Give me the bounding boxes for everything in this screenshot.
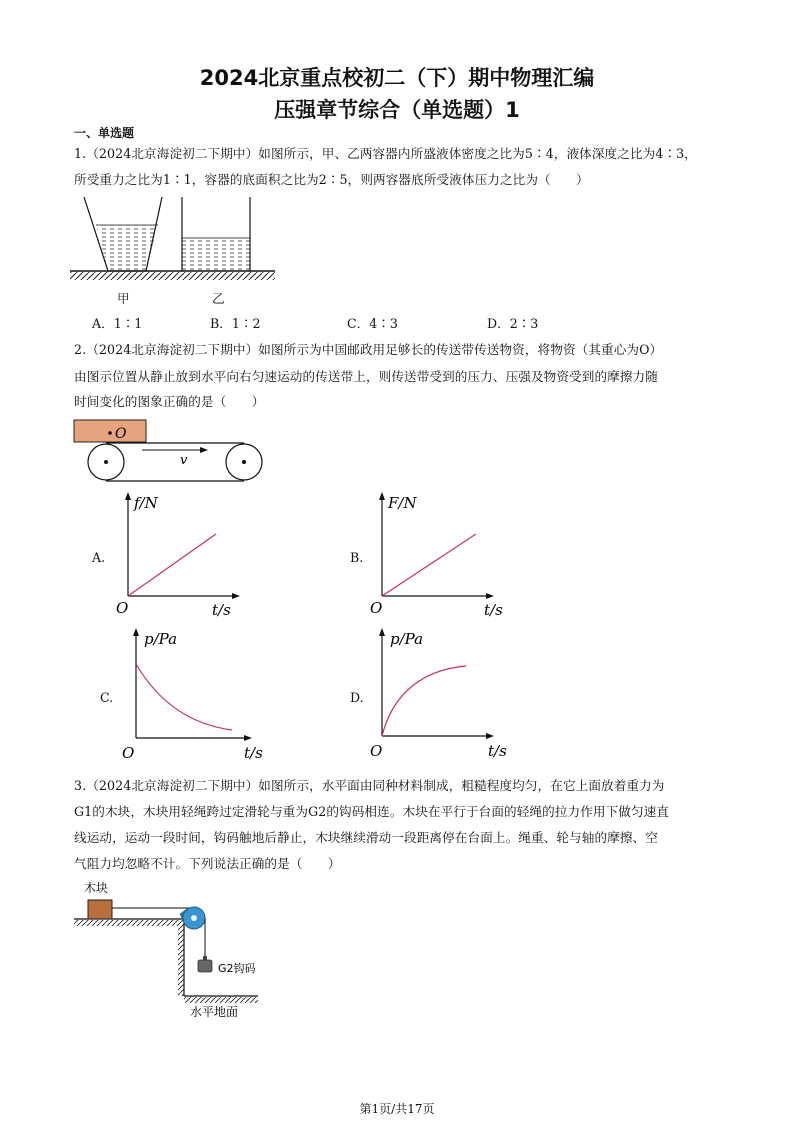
q1-option-b: B．1∶2 — [210, 316, 261, 331]
graph-a-curve — [128, 534, 216, 596]
q2-option-b: B. — [350, 550, 364, 565]
q2-option-a: A. — [92, 550, 106, 565]
q2-text-line3: 时间变化的图象正确的是（ ） — [74, 394, 265, 409]
q1-label-jia: 甲 — [117, 291, 130, 306]
graph-b-origin: O — [370, 599, 383, 617]
q2-velocity-label: v — [180, 453, 188, 468]
q1-text-line2: 所受重力之比为1∶1，容器的底面积之比为2∶5，则两容器底所受液体压力之比为（ ） — [74, 172, 589, 187]
q1-text-line1: 1.（2024北京海淀初二下期中）如图所示，甲、乙两容器内所盛液体密度之比为5∶4，液体深度之比为4∶3， — [74, 146, 697, 161]
graph-a-ylabel: f/N — [134, 494, 158, 512]
page-footer: 第1页/共17页 — [359, 1102, 435, 1116]
graph-c-xlabel: t/s — [244, 744, 263, 762]
graph-a-xlabel: t/s — [212, 601, 231, 619]
page-subtitle: 压强章节综合（单选题）1 — [274, 98, 520, 122]
graph-d-curve — [382, 666, 466, 736]
graph-d-origin: O — [370, 742, 383, 760]
q2-center-label: O — [115, 426, 127, 442]
q2-conveyor-figure — [70, 418, 270, 488]
q1-container-figure — [70, 195, 280, 285]
q2-graph-a — [112, 492, 252, 620]
q3-weight-label: G2钩码 — [218, 962, 256, 975]
q3-block-label: 木块 — [84, 881, 109, 895]
q2-text-line2: 由图示位置从静止放到水平向右匀速运动的传送带上，则传送带受到的压力、压强及物资受到的摩擦力随 — [74, 369, 658, 384]
graph-b-xlabel: t/s — [484, 601, 503, 619]
q2-option-c: C. — [100, 690, 114, 705]
q2-option-d: D. — [350, 690, 364, 705]
q3-ground-label: 水平地面 — [190, 1005, 239, 1018]
q2-graph-b — [364, 492, 514, 620]
graph-b-ylabel: F/N — [388, 494, 417, 512]
q1-option-c: C．4∶3 — [347, 316, 398, 331]
graph-c-curve — [136, 664, 232, 730]
graph-b-curve — [382, 534, 476, 596]
graph-c-ylabel: p/Pa — [144, 630, 178, 648]
q2-graph-d — [364, 626, 524, 764]
q1-option-a: A．1∶1 — [92, 316, 143, 331]
q1-label-yi: 乙 — [212, 291, 225, 306]
q1-option-d: D．2∶3 — [487, 316, 539, 331]
q2-text-line1: 2.（2024北京海淀初二下期中）如图所示为中国邮政用足够长的传送带传送物资，将物资（其重心为O） — [74, 342, 663, 357]
section-title: 一、单选题 — [74, 126, 135, 140]
q3-text-line4: 气阻力均忽略不计。下列说法正确的是（ ） — [74, 856, 341, 871]
q3-pulley-figure — [70, 878, 290, 1018]
graph-d-ylabel: p/Pa — [390, 630, 424, 648]
q3-text-line1: 3.（2024北京海淀初二下期中）如图所示，水平面由同种材料制成，粗糙程度均匀，在它上面放着重力为 — [74, 778, 665, 793]
q3-text-line3: 线运动，运动一段时间，钩码触地后静止，木块继续滑动一段距离停在台面上。绳重、轮与轴的摩擦、空 — [74, 830, 658, 845]
q3-text-line2: G1的木块，木块用轻绳跨过定滑轮与重为G2的钩码相连。木块在平行于台面的轻绳的拉力作用下做匀速直 — [74, 804, 670, 819]
graph-d-xlabel: t/s — [488, 742, 507, 760]
page-title: 2024北京重点校初二（下）期中物理汇编 — [199, 66, 595, 90]
graph-c-origin: O — [122, 744, 135, 762]
q2-graph-c — [116, 626, 276, 764]
graph-a-origin: O — [116, 599, 129, 617]
